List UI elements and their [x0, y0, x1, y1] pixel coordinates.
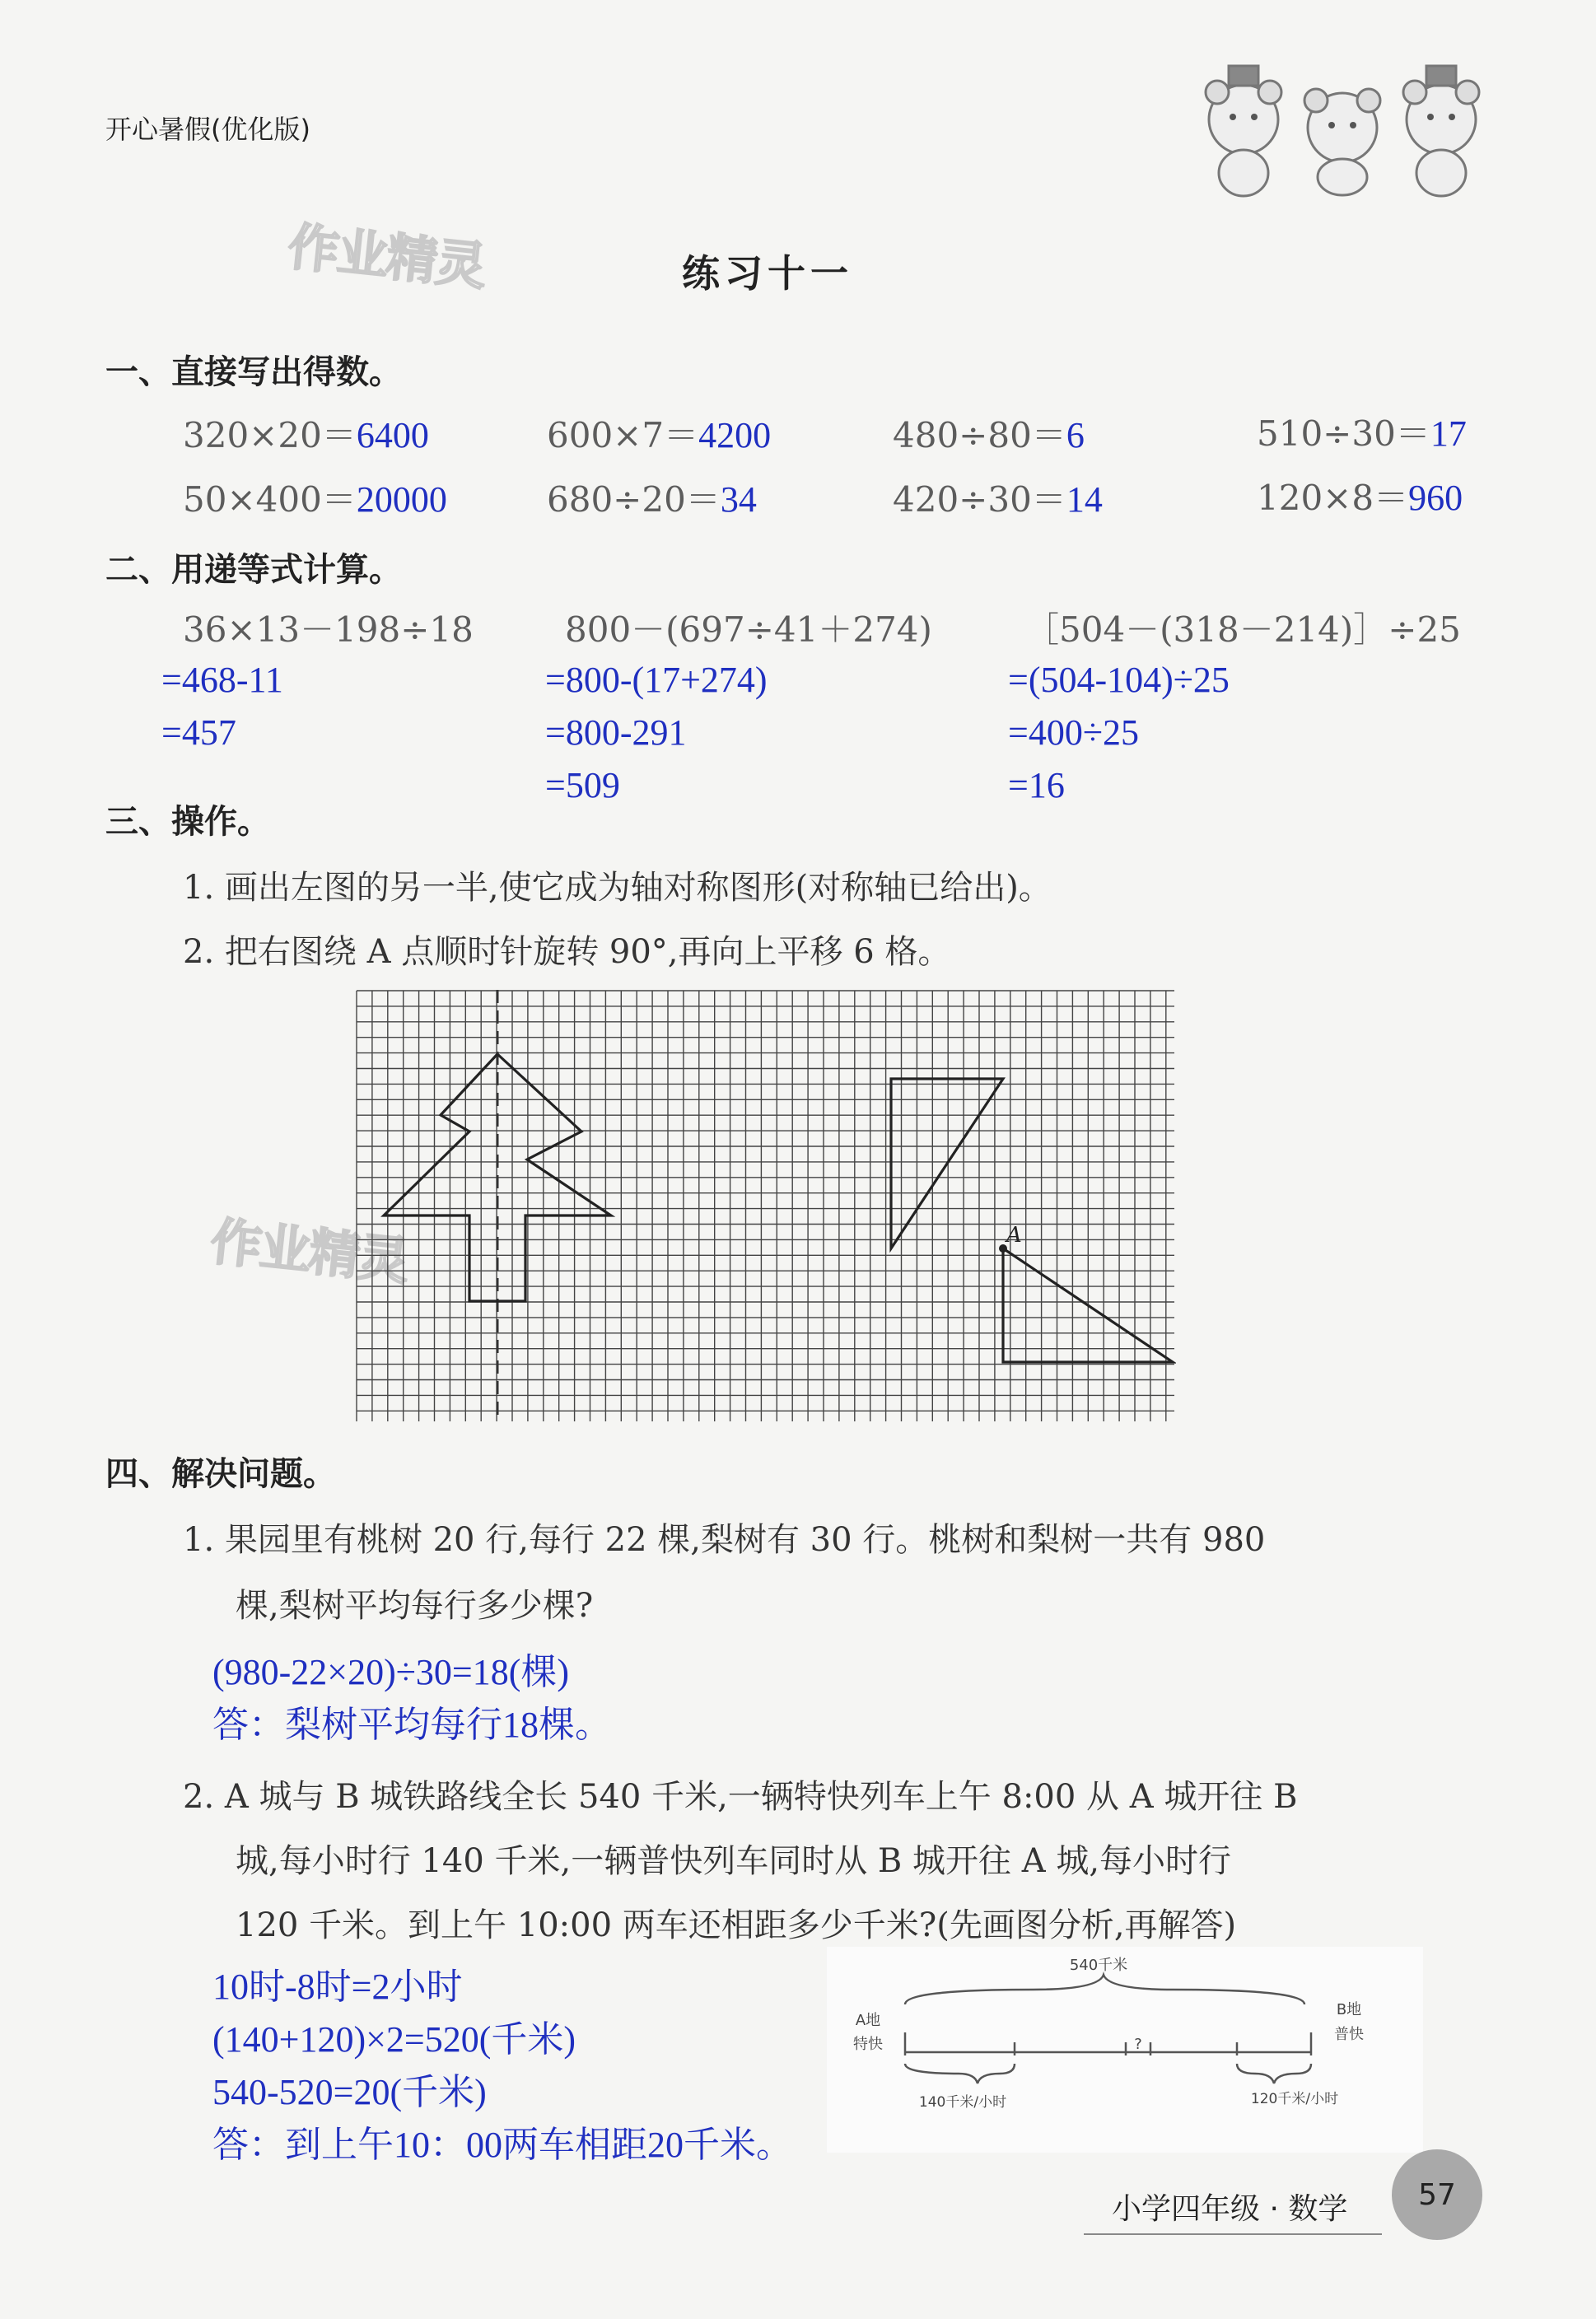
answer-line: 答：到上午10：00两车相距20千米。	[212, 2125, 792, 2165]
calc-item: 600×7＝4200	[547, 415, 772, 455]
problem-text: 城,每小时行 140 千米,一辆普快列车同时从 B 城开往 A 城,每小时行	[236, 1842, 1232, 1880]
unknown-gap-label: ?	[1134, 2036, 1142, 2053]
section-heading: 三、操作。	[105, 803, 270, 841]
b-label: B地	[1336, 2001, 1362, 2018]
speed-a-label: 140千米/小时	[918, 2094, 1007, 2111]
calc-item: 480÷80＝6	[893, 415, 1085, 455]
section-heading: 四、解决问题。	[105, 1455, 336, 1493]
footer-divider	[1084, 2233, 1382, 2235]
answer-line: (980-22×20)÷30=18(棵)	[212, 1652, 570, 1692]
point-a-label: A	[1006, 1223, 1022, 1248]
calc-item: 120×8＝960	[1257, 478, 1463, 518]
answer-line: (140+120)×2=520(千米)	[212, 2019, 576, 2060]
task-text: 1. 画出左图的另一半,使它成为轴对称图形(对称轴已给出)。	[183, 869, 1052, 907]
problem-text: 1. 果园里有桃树 20 行,每行 22 棵,梨树有 30 行。桃树和梨树一共有 980	[183, 1521, 1266, 1559]
speed-b-label: 120千米/小时	[1250, 2091, 1339, 2107]
page-number: 57	[1392, 2149, 1482, 2240]
answer-step: =457	[161, 712, 236, 753]
calc-item: 510÷30＝17	[1257, 413, 1467, 454]
section-heading: 二、用递等式计算。	[105, 551, 402, 589]
watermark: 作业精灵	[285, 216, 488, 297]
footer-grade-subject: 小学四年级 · 数学	[1112, 2192, 1348, 2226]
calc-item: 320×20＝6400	[183, 415, 429, 455]
section-heading: 一、直接写出得数。	[105, 353, 402, 391]
answer-step: =800-(17+274)	[545, 660, 768, 700]
total-distance-label: 540千米	[1069, 1957, 1128, 1974]
problem-text: 棵,梨树平均每行多少棵?	[236, 1587, 594, 1625]
bears-illustration	[1186, 49, 1499, 198]
page-title: 练习十一	[682, 251, 853, 296]
grid-figure	[356, 990, 1176, 1423]
book-title: 开心暑假(优化版)	[105, 114, 310, 145]
calc-item: 420÷30＝14	[893, 479, 1103, 520]
task-text: 2. 把右图绕 A 点顺时针旋转 90°,再向上平移 6 格。	[183, 933, 951, 971]
answer-step: =16	[1008, 765, 1065, 805]
expression: 800－(697÷41＋274)	[565, 609, 932, 650]
calc-item: 50×400＝20000	[183, 479, 447, 520]
answer-step: =(504-104)÷25	[1008, 660, 1230, 700]
problem-text: 120 千米。到上午 10:00 两车还相距多少千米?(先画图分析,再解答)	[236, 1906, 1237, 1944]
b-train-label: 普快	[1334, 2026, 1364, 2043]
expression: ［504－(318－214)］÷25	[1024, 609, 1461, 650]
answer-step: =468-11	[161, 660, 283, 700]
calc-item: 680÷20＝34	[547, 479, 757, 520]
expression: 36×13－198÷18	[183, 609, 474, 650]
line-diagram	[827, 1947, 1423, 2153]
answer-line: 答：梨树平均每行18棵。	[212, 1705, 611, 1745]
rotated-triangle	[891, 1079, 1003, 1248]
answer-step: =400÷25	[1008, 712, 1139, 753]
watermark: 作业精灵	[208, 1211, 411, 1292]
answer-step: =800-291	[545, 712, 687, 753]
answer-line: 540-520=20(千米)	[212, 2072, 487, 2112]
problem-text: 2. A 城与 B 城铁路线全长 540 千米,一辆特快列车上午 8:00 从 A 城开往 B	[183, 1778, 1298, 1816]
a-label: A地	[855, 2012, 881, 2029]
answer-step: =509	[545, 765, 620, 805]
answer-line: 10时-8时=2小时	[212, 1967, 463, 2007]
a-train-label: 特快	[853, 2036, 883, 2053]
